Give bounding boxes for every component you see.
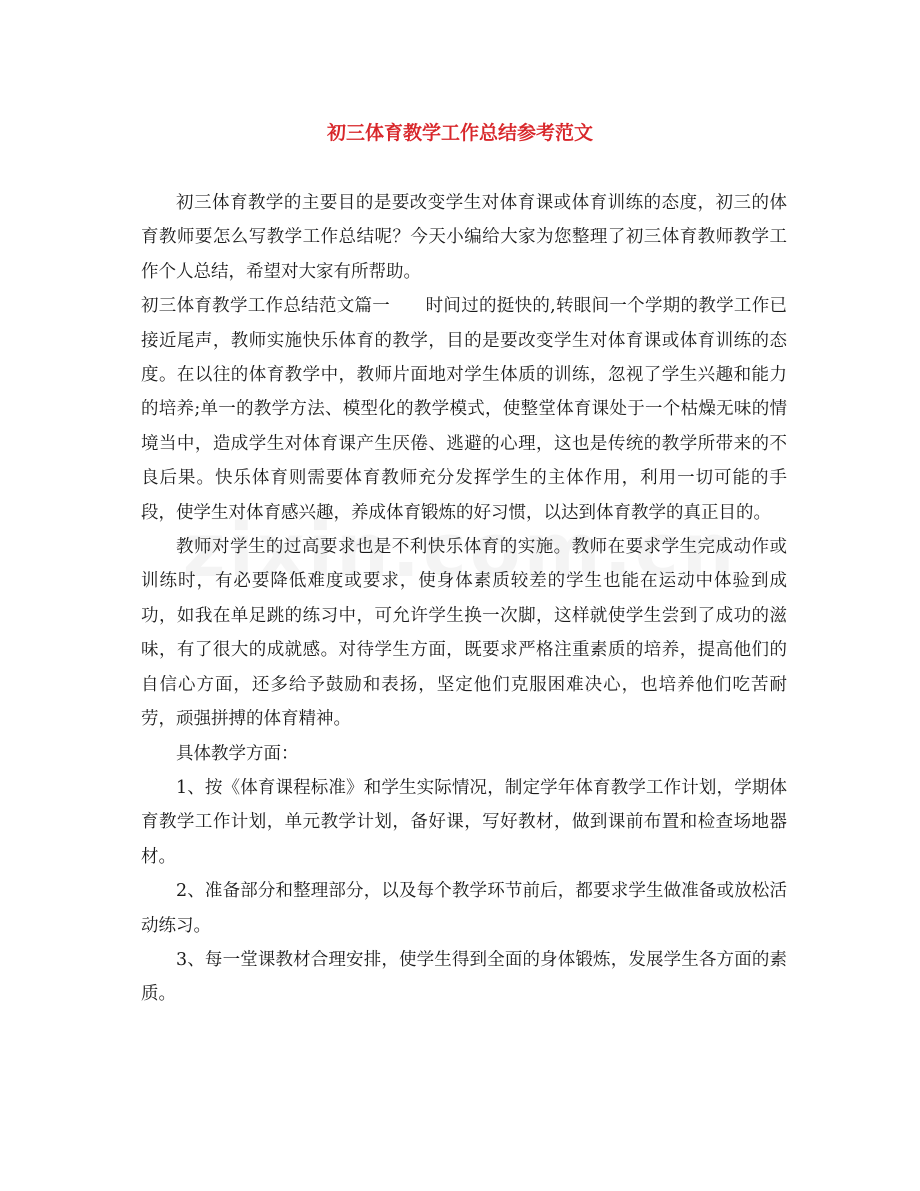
- document-body: [141, 186, 787, 1012]
- paragraph-heading-teaching: 具体教学方面：: [176, 743, 299, 764]
- paragraph-item-2: 2、准备部分和整理部分，以及每个教学环节前后，都要求学生做准备或放松活动练习。: [141, 881, 787, 936]
- paragraph-item-1: 1、按《体育课程标准》和学生实际情况，制定学年体育教学工作计划，学期体育教学工作计划，单元教学计划，备好课，写好教材，做到课前布置和检查场地器材。: [141, 777, 787, 867]
- paragraph-requirements: 教师对学生的过高要求也是不利快乐体育的实施。教师在要求学生完成动作或训练时，有必要降低难度或要求，使身体素质较差的学生也能在运动中体验到成功，如我在单足跳的练习中，可允许学生换一次脚，这样就使学生尝到了成功的滋味，有了很大的成就感。对待学生方面，既要求严格注重素质的培养，提高他们的自信心方面，还多给予鼓励和表扬，坚定他们克服困难决心，也培养他们吃苦耐劳，顽强拼搏的体育精神。: [141, 537, 787, 730]
- paragraph-section-one: 初三体育教学工作总结范文篇一 时间过的挺快的,转眼间一个学期的教学工作已接近尾声，教师实施快乐体育的教学，目的是要改变学生对体育课或体育训练的态度。在以往的体育教学中，教师片面地对学生体质的训练，忽视了学生兴趣和能力的培养;单一的教学方法、模型化的教学模式，使整堂体育课处于一个枯燥无味的情境当中，造成学生对体育课产生厌倦、逃避的心理，这也是传统的教学所带来的不良后果。快乐体育则需要体育教师充分发挥学生的主体作用，利用一切可能的手段，使学生对体育感兴趣，养成体育锻炼的好习惯，以达到体育教学的真正目的。: [141, 296, 787, 523]
- paragraph-item-3: 3、每一堂课教材合理安排，使学生得到全面的身体锻炼，发展学生各方面的素质。: [141, 949, 787, 1005]
- document-title: 初三体育教学工作总结参考范文: [326, 122, 593, 144]
- paragraph-intro: 初三体育教学的主要目的是要改变学生对体育课或体育训练的态度，初三的体育教师要怎么写教学工作总结呢？今天小编给大家为您整理了初三体育教师教学工作个人总结，希望对大家有所帮助。: [141, 193, 787, 282]
